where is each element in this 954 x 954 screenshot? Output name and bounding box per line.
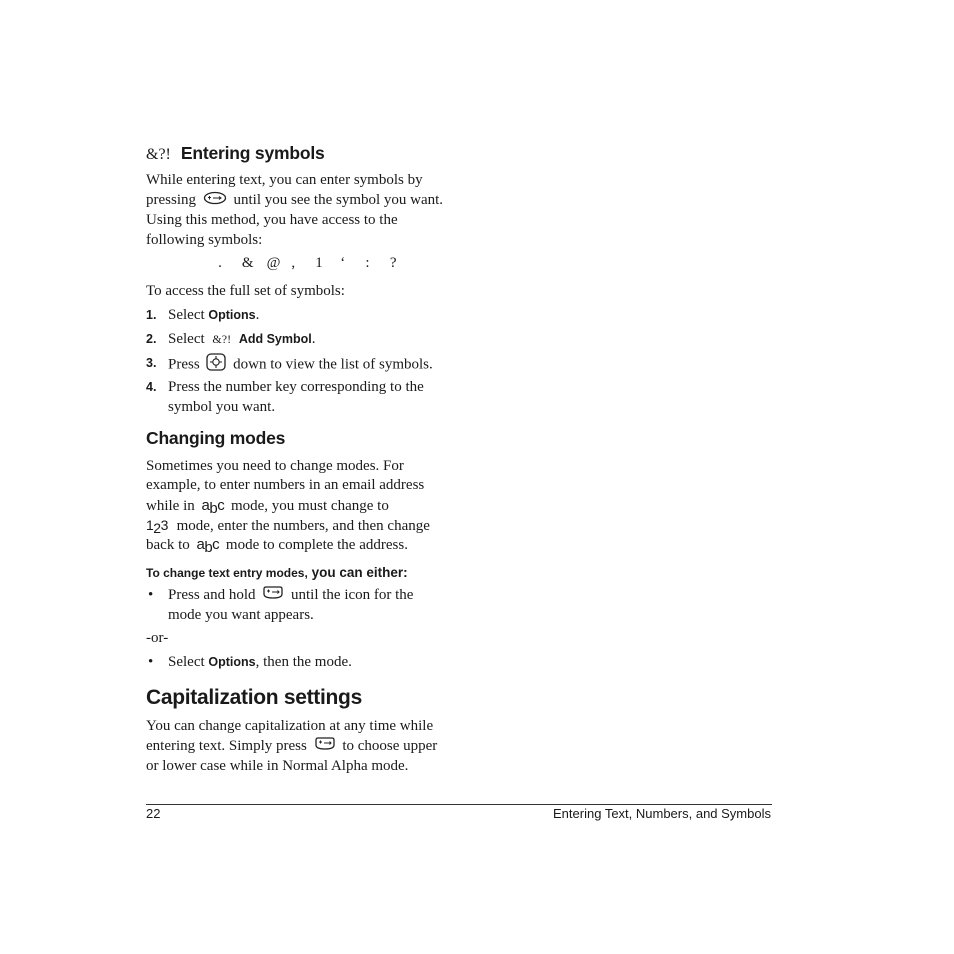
para-symbols-line3: Using this method, you have access to the — [146, 212, 398, 228]
glyph-b: b — [204, 539, 213, 556]
abc-mode-icon — [201, 497, 225, 517]
step-number: 2. — [146, 332, 157, 346]
text-choose-upper: to choose upper — [342, 738, 438, 754]
para-symbols-line1: While entering text, you can enter symbols by — [146, 172, 423, 188]
add-symbol-label: Add Symbol — [238, 332, 312, 346]
glyph-c: c — [217, 497, 225, 514]
caps-line3: or lower case while in Normal Alpha mode. — [146, 758, 409, 774]
modes-line5 — [146, 535, 408, 555]
symbol-item: @ — [266, 255, 281, 271]
para-symbols-line4: following symbols: — [146, 232, 263, 248]
glyph-1: 1 — [146, 517, 154, 533]
bullet: • — [148, 587, 154, 603]
abc-mode-icon — [196, 536, 220, 556]
options-label: Options — [208, 655, 256, 669]
bullet-1 — [146, 585, 414, 605]
text-select: Select — [168, 654, 205, 670]
text-while-in: while in — [146, 498, 195, 514]
text-simply-press: entering text. Simply press — [146, 738, 307, 754]
modes-line2: example, to enter numbers in an email address — [146, 477, 425, 493]
glyph-a: a — [201, 497, 210, 514]
glyph-a: a — [196, 536, 205, 553]
heading-row — [146, 143, 325, 164]
heading-entering-symbols: Entering symbols — [180, 143, 325, 163]
bullet-2 — [146, 652, 352, 672]
step-text: Press — [168, 356, 200, 373]
para-symbols-line2 — [146, 190, 443, 211]
full-set-intro: To access the full set of symbols: — [146, 283, 345, 299]
text-press-hold: Press and hold — [168, 587, 256, 603]
period: . — [255, 307, 260, 323]
symbols-list — [210, 253, 403, 273]
step-4 — [146, 377, 424, 397]
text-enter-numbers: mode, enter the numbers, and then change — [176, 518, 430, 534]
symbol-item: & — [241, 255, 254, 271]
text-complete: mode to complete the address. — [225, 537, 408, 553]
caps-line2 — [146, 736, 437, 757]
glyph-c: c — [212, 536, 220, 553]
bullet-1-cont: mode you want appears. — [168, 607, 314, 623]
modes-subheading — [146, 564, 408, 582]
step-text: Press the number key corresponding to the — [168, 379, 424, 395]
modes-line3 — [146, 496, 389, 516]
footer-divider — [146, 804, 772, 805]
step-text: down to view the list of symbols. — [233, 356, 433, 373]
symbol-mode-icon: &?! — [146, 146, 171, 163]
symbol-item: . — [218, 255, 222, 271]
subheading-rest: you can either: — [307, 565, 408, 580]
options-label: Options — [208, 308, 256, 322]
subheading-bold: To change text entry modes, — [146, 566, 308, 580]
footer-title: Entering Text, Numbers, and Symbols — [553, 806, 771, 821]
text-until-icon: until the icon for the — [291, 587, 414, 603]
text-back-to: back to — [146, 537, 190, 553]
symbol-item: 1 — [315, 255, 323, 271]
symbol-mode-icon: &?! — [212, 332, 232, 346]
symbol-item: ? — [389, 255, 397, 271]
symbol-item: , — [291, 255, 296, 271]
symbol-item: ‘ — [340, 255, 346, 271]
bullet: • — [148, 654, 154, 670]
or-separator: -or- — [146, 630, 169, 646]
step-number: 4. — [146, 380, 157, 394]
step-text: Select — [168, 331, 205, 347]
step-2 — [146, 329, 316, 349]
step-3 — [146, 353, 433, 373]
glyph-2: 2 — [153, 520, 161, 536]
modes-line1: Sometimes you need to change modes. For — [146, 458, 404, 474]
step-text: Select — [168, 307, 205, 323]
text-then-mode: , then the mode. — [255, 654, 352, 670]
modes-line4 — [146, 515, 430, 536]
glyph-3: 3 — [160, 517, 168, 533]
step-4-cont: symbol you want. — [168, 399, 276, 415]
period: . — [311, 331, 316, 347]
step-1 — [146, 305, 260, 325]
123-mode-icon — [146, 517, 168, 536]
star-shift-key-icon — [203, 191, 227, 211]
heading-capitalization: Capitalization settings — [146, 686, 362, 709]
caps-line1: You can change capitalization at any time while — [146, 718, 434, 734]
text-mode-change: mode, you must change to — [230, 498, 389, 514]
symbol-item: : — [365, 255, 370, 271]
text-until: until you see the symbol you want. — [233, 192, 444, 208]
navigation-key-icon — [206, 353, 226, 377]
heading-changing-modes: Changing modes — [146, 428, 286, 448]
star-shift-key-icon — [262, 585, 284, 606]
text-pressing: pressing — [146, 192, 196, 208]
page-number: 22 — [146, 806, 161, 821]
step-number: 3. — [146, 356, 157, 370]
star-shift-key-icon — [314, 736, 336, 757]
glyph-b: b — [209, 500, 218, 517]
step-number: 1. — [146, 308, 157, 322]
